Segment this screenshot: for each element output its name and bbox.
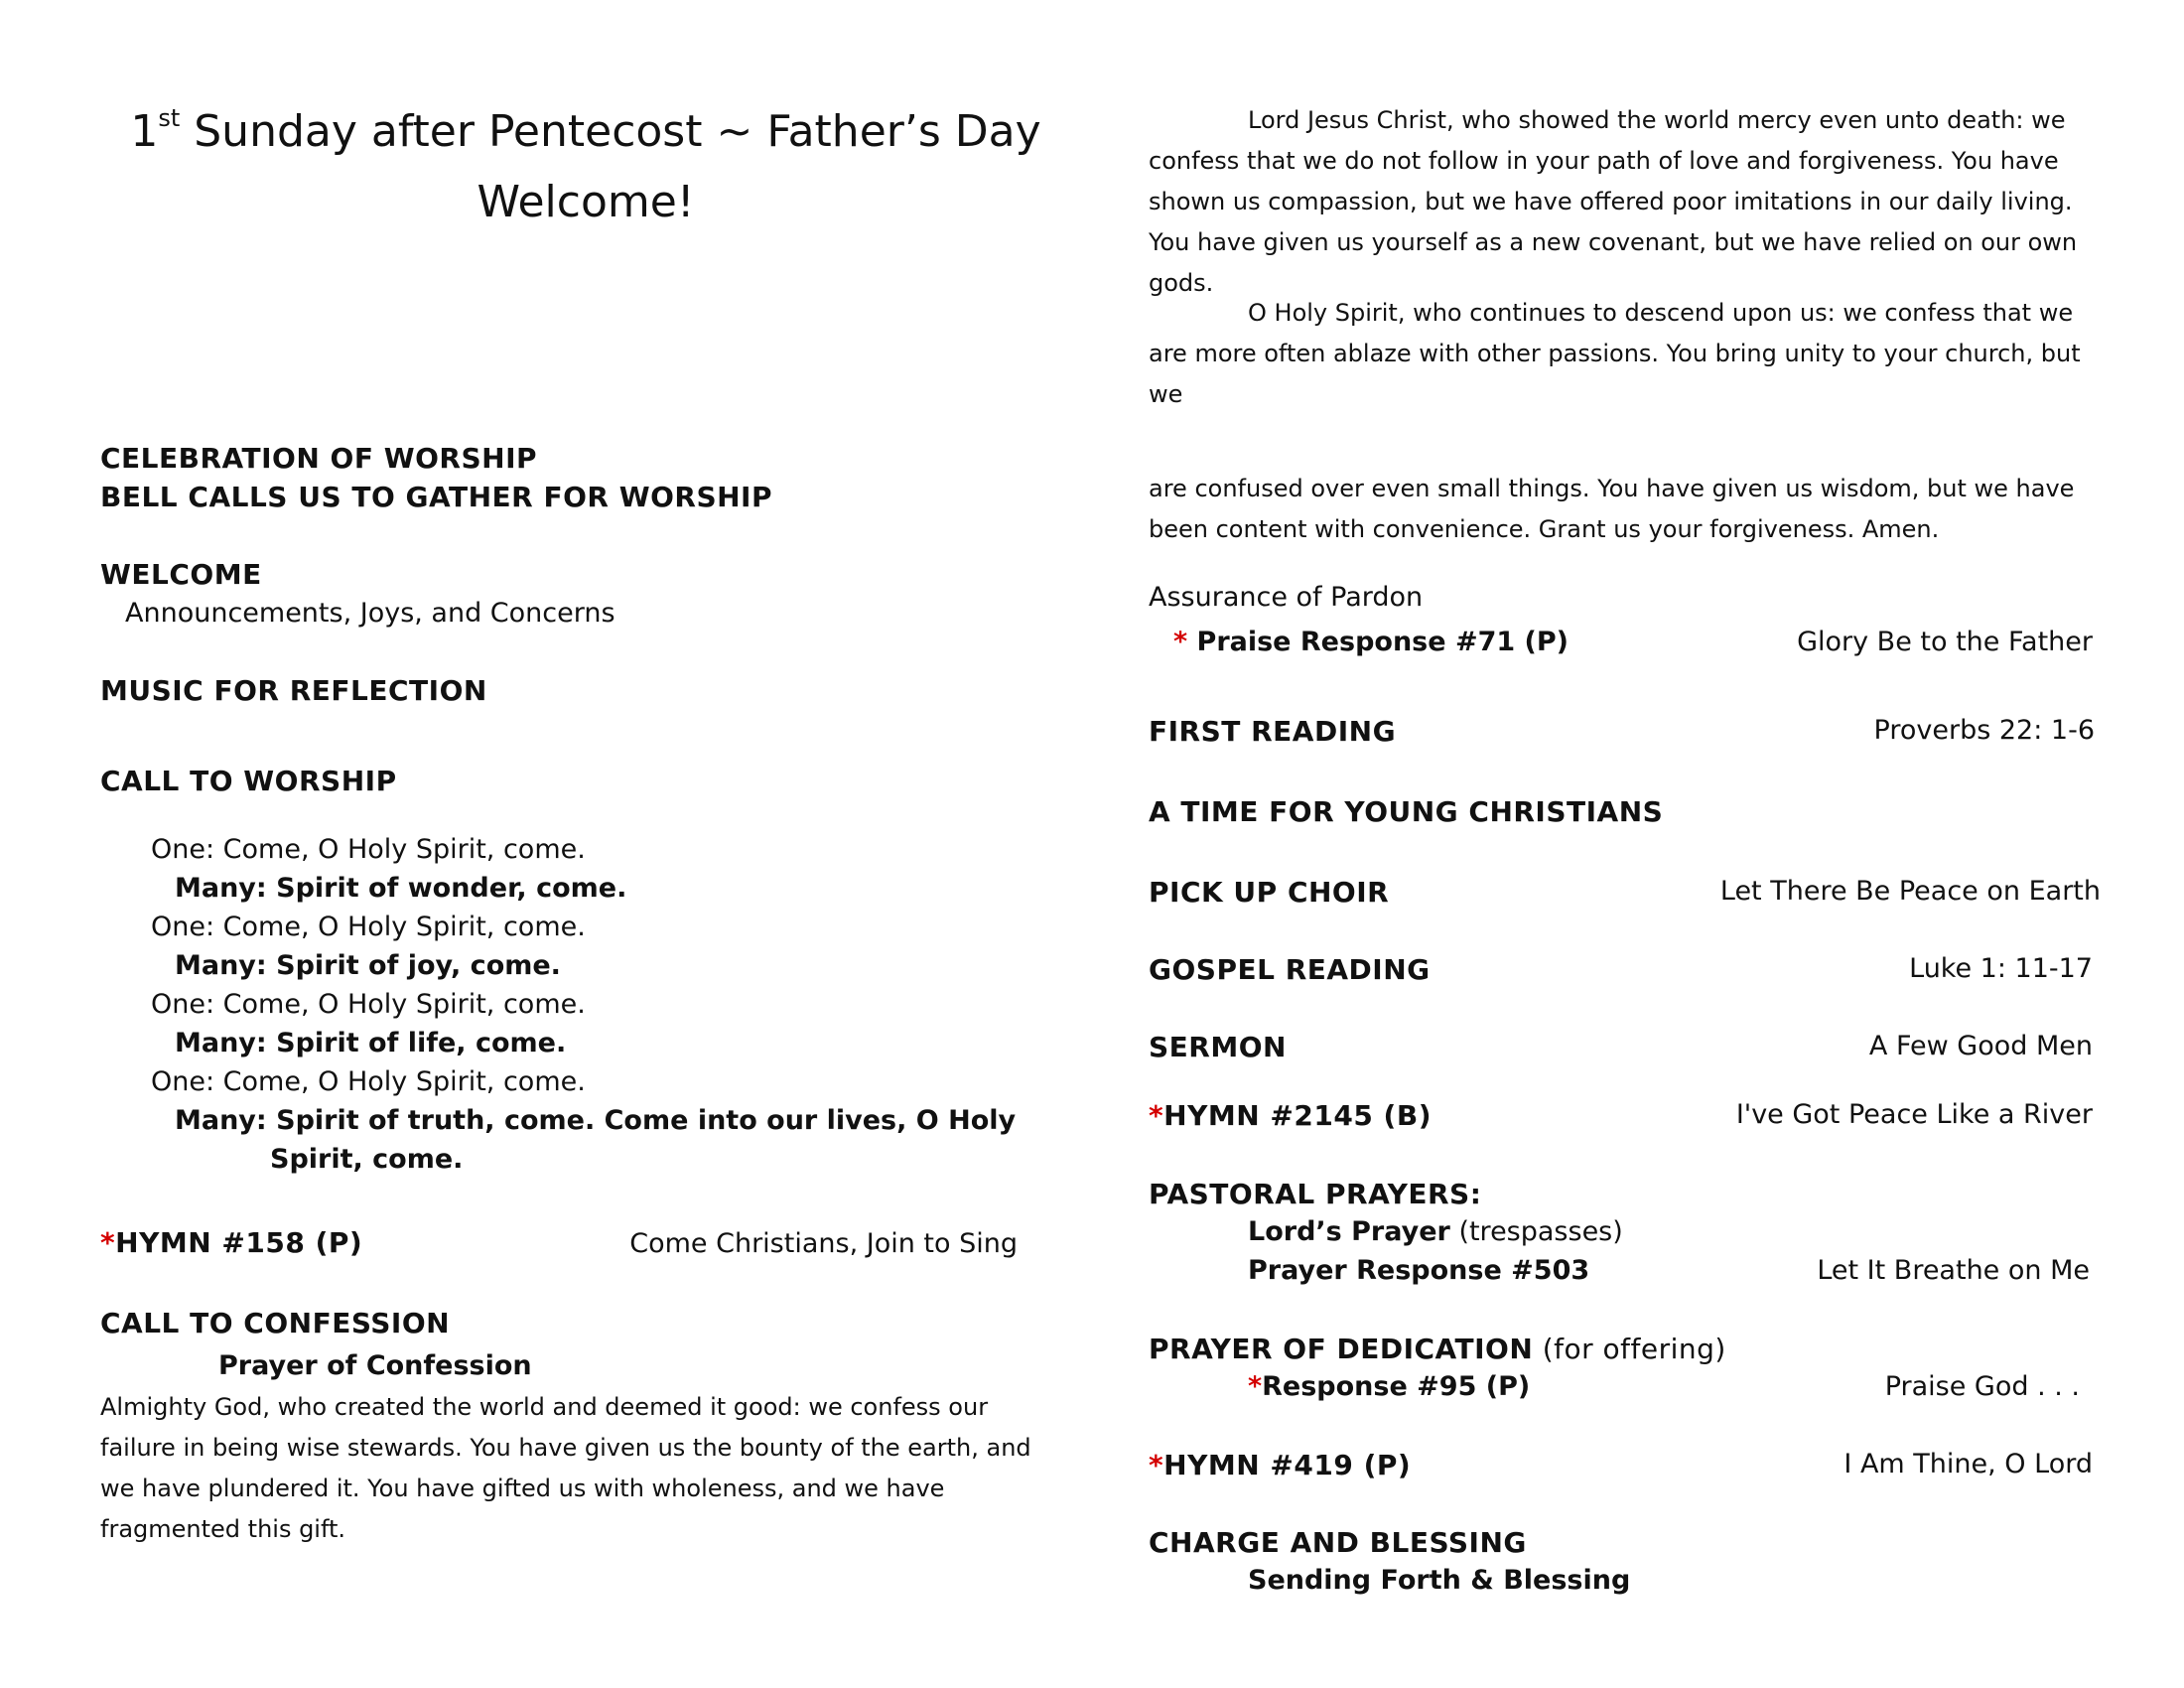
hymn-419-title: I Am Thine, O Lord bbox=[1843, 1449, 2093, 1479]
prayer-response-heading: Prayer Response #503 bbox=[1248, 1255, 1590, 1286]
litany-line bbox=[151, 1066, 586, 1097]
praise-response-label: Praise Response #71 (P) bbox=[1196, 627, 1570, 657]
dedication-note: (for offering) bbox=[1533, 1333, 1726, 1365]
response-label: Response #95 (P) bbox=[1262, 1371, 1531, 1402]
lords-prayer-label: Lord’s Prayer bbox=[1248, 1216, 1450, 1247]
litany-label: One: bbox=[151, 912, 215, 942]
lords-prayer-line bbox=[1248, 1216, 1623, 1247]
choir-song-title: Let There Be Peace on Earth bbox=[1719, 876, 2101, 907]
hymn-label: HYMN #2145 (B) bbox=[1163, 1099, 1432, 1132]
dedication-line bbox=[1149, 1333, 1726, 1365]
hymn-label: HYMN #158 (P) bbox=[115, 1226, 363, 1259]
title-ordinal: 1 bbox=[130, 106, 159, 157]
gospel-reading-heading: GOSPEL READING bbox=[1149, 953, 1431, 986]
hymn-label: HYMN #419 (P) bbox=[1163, 1449, 1412, 1481]
required-star: * bbox=[1173, 627, 1188, 657]
music-heading: MUSIC FOR REFLECTION bbox=[100, 674, 487, 707]
response-95-heading bbox=[1248, 1371, 1530, 1402]
sending-forth-heading: Sending Forth & Blessing bbox=[1248, 1565, 1631, 1596]
celebration-heading: CELEBRATION OF WORSHIP bbox=[100, 442, 538, 475]
litany-text: Spirit of life, come. bbox=[266, 1028, 567, 1058]
title-ordinal-suffix: st bbox=[158, 104, 181, 132]
hymn-2145-title: I've Got Peace Like a River bbox=[1735, 1099, 2093, 1130]
litany-text: Come, O Holy Spirit, come. bbox=[214, 989, 586, 1020]
call-to-worship-heading: CALL TO WORSHIP bbox=[100, 765, 397, 797]
bell-heading: BELL CALLS US TO GATHER FOR WORSHIP bbox=[100, 481, 772, 513]
young-christians-heading: A TIME FOR YOUNG CHRISTIANS bbox=[1149, 795, 1664, 828]
pick-up-choir-heading: PICK UP CHOIR bbox=[1149, 876, 1390, 909]
litany-label: Many: bbox=[175, 950, 267, 981]
litany-line bbox=[151, 834, 586, 865]
praise-response-title: Glory Be to the Father bbox=[1797, 627, 2093, 657]
first-reading-heading: FIRST READING bbox=[1149, 715, 1397, 748]
welcome-section-heading: WELCOME bbox=[100, 558, 262, 591]
prayer-response-title: Let It Breathe on Me bbox=[1817, 1255, 2090, 1286]
litany-text: Spirit of wonder, come. bbox=[266, 873, 627, 904]
litany-line bbox=[175, 873, 626, 904]
assurance-heading: Assurance of Pardon bbox=[1149, 582, 1424, 613]
hymn-419-heading bbox=[1149, 1449, 1411, 1481]
litany-label: One: bbox=[151, 834, 215, 865]
litany-label: Many: bbox=[175, 873, 267, 904]
gospel-reference: Luke 1: 11-17 bbox=[1909, 953, 2093, 984]
litany-text: Spirit of truth, come. Come into our lives, O Holy bbox=[266, 1105, 1017, 1136]
hymn-158-heading bbox=[100, 1226, 362, 1259]
litany-text: Spirit of joy, come. bbox=[266, 950, 561, 981]
required-star: * bbox=[100, 1226, 116, 1259]
pastoral-prayers-heading: PASTORAL PRAYERS: bbox=[1149, 1178, 1482, 1210]
lords-prayer-note: (trespasses) bbox=[1449, 1216, 1623, 1247]
sermon-title: A Few Good Men bbox=[1868, 1031, 2093, 1061]
litany-text: Come, O Holy Spirit, come. bbox=[214, 1066, 586, 1097]
confession-paragraph-3-continued: are confused over even small things. You have given us wisdom, but we have been content with convenience. Grant us your forgiveness. Amen. bbox=[1149, 475, 2075, 543]
required-star: * bbox=[1149, 1099, 1164, 1132]
litany-line bbox=[151, 912, 586, 942]
litany-line bbox=[151, 989, 586, 1020]
required-star: * bbox=[1149, 1449, 1164, 1481]
litany-line bbox=[175, 1105, 1016, 1136]
first-reading-reference: Proverbs 22: 1-6 bbox=[1873, 715, 2095, 746]
litany-line bbox=[175, 1028, 566, 1058]
response-95-title: Praise God . . . bbox=[1884, 1371, 2080, 1402]
litany-label: One: bbox=[151, 1066, 215, 1097]
dedication-heading: PRAYER OF DEDICATION bbox=[1149, 1333, 1534, 1365]
confession-paragraph-1: Almighty God, who created the world and deemed it good: we confess our failure in being wise stewards. You have given us the bounty of the earth, and we have plundered it. You have gifted us with wholeness, and we have fragmented this gift. bbox=[100, 1393, 1031, 1543]
hymn-2145-heading bbox=[1149, 1099, 1432, 1132]
confession-paragraph-3: O Holy Spirit, who continues to descend upon us: we confess that we are more often ablaze with other passions. You bring unity to your church, but we bbox=[1149, 299, 2081, 408]
hymn-158-title: Come Christians, Join to Sing bbox=[629, 1228, 1018, 1259]
announcements-text: Announcements, Joys, and Concerns bbox=[125, 598, 615, 629]
title-text: Sunday after Pentecost ~ Father’s Day bbox=[180, 106, 1041, 157]
litany-continuation: Spirit, come. bbox=[270, 1144, 464, 1175]
prayer-of-confession-heading: Prayer of Confession bbox=[218, 1350, 532, 1381]
litany-label: One: bbox=[151, 989, 215, 1020]
sermon-heading: SERMON bbox=[1149, 1031, 1287, 1063]
confession-paragraph-2: Lord Jesus Christ, who showed the world mercy even unto death: we confess that we do not follow in your path of love and forgiveness. You have shown us compassion, but we have offered poor imitations in our daily living. You have given us yourself as a new covenant, but we have relied on our own gods. bbox=[1149, 106, 2078, 297]
required-star: * bbox=[1248, 1371, 1263, 1402]
litany-text: Come, O Holy Spirit, come. bbox=[214, 912, 586, 942]
litany-label: Many: bbox=[175, 1028, 267, 1058]
welcome-heading: Welcome! bbox=[477, 177, 695, 227]
charge-and-blessing-heading: CHARGE AND BLESSING bbox=[1149, 1526, 1527, 1559]
litany-text: Come, O Holy Spirit, come. bbox=[214, 834, 586, 865]
page-title bbox=[40, 104, 1132, 157]
litany-label: Many: bbox=[175, 1105, 267, 1136]
praise-response-heading bbox=[1173, 627, 1569, 657]
call-to-confession-heading: CALL TO CONFESSION bbox=[100, 1307, 451, 1339]
litany-line bbox=[175, 950, 561, 981]
